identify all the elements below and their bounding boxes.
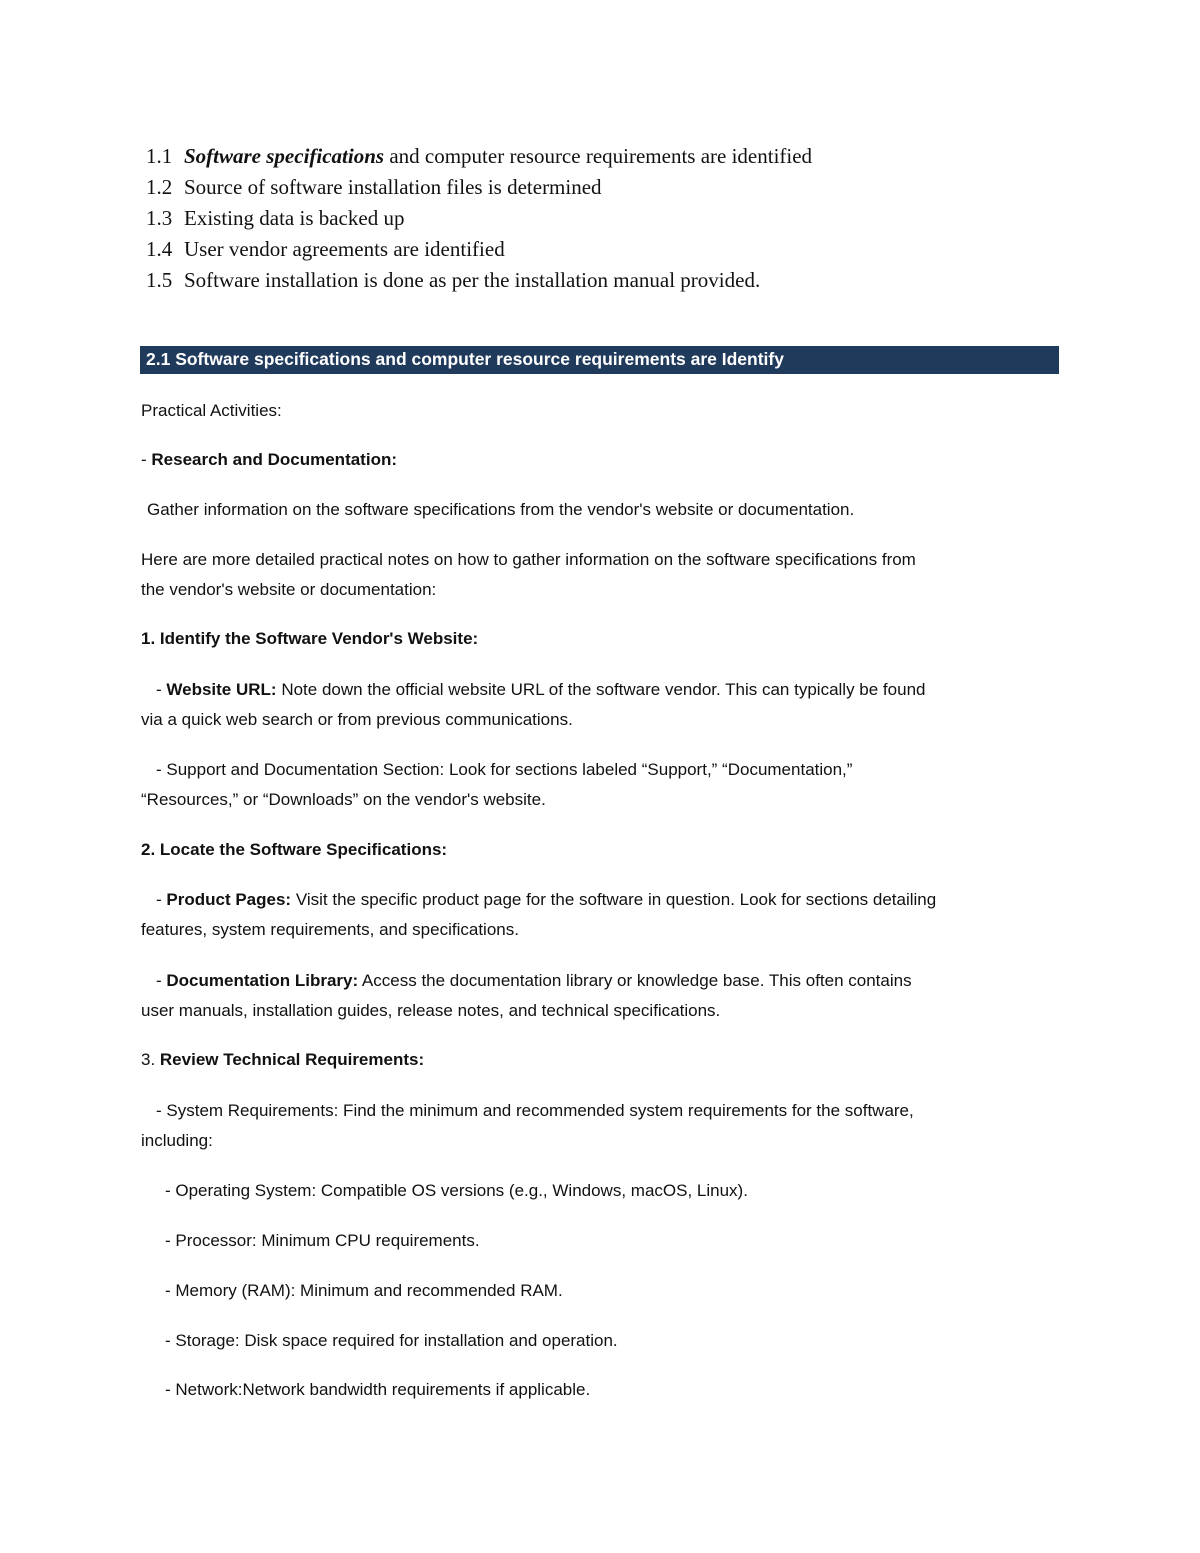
outcome-text: Source of software installation files is determined xyxy=(184,175,602,199)
dash-prefix: - xyxy=(141,450,152,469)
requirement-item: - Storage: Disk space required for installation and operation. xyxy=(165,1331,618,1350)
outcome-item xyxy=(146,237,505,262)
requirement-item: - Memory (RAM): Minimum and recommended RAM. xyxy=(165,1281,563,1300)
website-url-continuation: via a quick web search or from previous communications. xyxy=(141,710,573,729)
step-2-title: 2. Locate the Software Specifications: xyxy=(141,840,448,859)
outcome-text: and computer resource requirements are identified xyxy=(384,144,813,168)
system-requirements-continuation: including: xyxy=(141,1131,213,1150)
outcome-text: User vendor agreements are identified xyxy=(184,237,505,261)
documentation-library-text: Access the documentation library or knowledge base. This often contains xyxy=(358,971,912,990)
practical-activities-label: Practical Activities: xyxy=(141,401,282,420)
documentation-library-continuation: user manuals, installation guides, release notes, and technical specifications. xyxy=(141,1001,721,1020)
outcome-number: 1.2 xyxy=(146,175,173,199)
research-heading xyxy=(141,450,397,470)
outcome-item xyxy=(146,144,812,169)
website-url-line xyxy=(156,680,925,700)
outcome-text: Software installation is done as per the installation manual provided. xyxy=(184,268,761,292)
section-heading: 2.1 Software specifications and computer resource requirements are Identify xyxy=(146,349,784,369)
documentation-library-line xyxy=(156,971,912,991)
step-3-title: Review Technical Requirements: xyxy=(159,1050,425,1069)
step-2-heading xyxy=(141,840,447,860)
step-1-title: 1. Identify the Software Vendor's Website: xyxy=(141,629,479,648)
requirement-item: - Processor: Minimum CPU requirements. xyxy=(165,1231,480,1250)
detail-intro-line: the vendor's website or documentation: xyxy=(141,580,437,599)
gather-paragraph: Gather information on the software specifications from the vendor's website or documentation. xyxy=(147,500,855,519)
website-url-text: Note down the official website URL of the software vendor. This can typically be found xyxy=(276,680,926,699)
outcome-number: 1.5 xyxy=(146,268,173,292)
dash-prefix: - xyxy=(156,680,167,699)
step-3-heading xyxy=(141,1050,424,1070)
outcome-item xyxy=(146,175,602,200)
support-section-line: - Support and Documentation Section: Look for sections labeled “Support,” “Documentation,” xyxy=(156,760,853,779)
dash-prefix: - xyxy=(156,890,167,909)
step-1-heading xyxy=(141,629,478,649)
outcome-item xyxy=(146,268,760,293)
system-requirements-line: - System Requirements: Find the minimum and recommended system requirements for the software, xyxy=(156,1101,914,1120)
requirement-item: - Operating System: Compatible OS versions (e.g., Windows, macOS, Linux). xyxy=(165,1181,748,1200)
product-pages-continuation: features, system requirements, and specifications. xyxy=(141,920,519,939)
outcome-number: 1.3 xyxy=(146,206,173,230)
product-pages-line xyxy=(156,890,936,910)
documentation-library-label: Documentation Library: xyxy=(166,971,359,990)
support-section-continuation: “Resources,” or “Downloads” on the vendor's website. xyxy=(141,790,546,809)
outcome-item xyxy=(146,206,404,231)
outcome-text: Existing data is backed up xyxy=(184,206,405,230)
detail-intro-line: Here are more detailed practical notes on how to gather information on the software specifications from xyxy=(141,550,916,569)
research-title: Research and Documentation: xyxy=(151,450,397,469)
product-pages-text: Visit the specific product page for the software in question. Look for sections detailing xyxy=(291,890,937,909)
product-pages-label: Product Pages: xyxy=(166,890,292,909)
outcome-number: 1.4 xyxy=(146,237,173,261)
outcome-emphasis: Software specifications xyxy=(184,144,385,168)
requirement-item: - Network:Network bandwidth requirements if applicable. xyxy=(165,1380,591,1399)
dash-prefix: - xyxy=(156,971,167,990)
step-3-number: 3. xyxy=(141,1050,160,1069)
outcome-number: 1.1 xyxy=(146,144,173,168)
website-url-label: Website URL: xyxy=(166,680,277,699)
